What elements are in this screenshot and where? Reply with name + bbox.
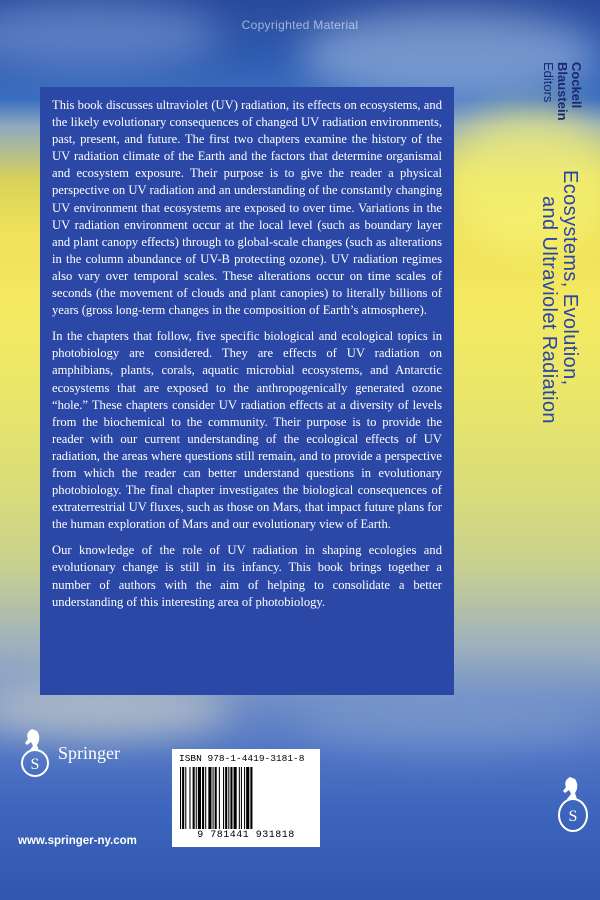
barcode-bar — [196, 767, 197, 829]
book-title-line: Ecosystems, Evolution, — [559, 170, 581, 386]
springer-knight-icon — [556, 775, 590, 835]
barcode-bar — [244, 767, 245, 829]
barcode-bar — [189, 767, 190, 829]
blurb-panel — [40, 87, 454, 695]
svg-text:S: S — [568, 808, 578, 825]
barcode-bar — [193, 767, 195, 829]
publisher-name: Springer — [58, 742, 120, 763]
barcode-bar — [208, 767, 211, 829]
book-title-line: and Ultraviolet Radiation — [538, 196, 560, 424]
barcode-bars — [177, 767, 315, 829]
publisher-url[interactable]: www.springer-ny.com — [18, 835, 137, 847]
editors-role: Editors — [541, 62, 556, 103]
isbn-label: ISBN 978-1-4419-3181-8 — [179, 753, 305, 764]
barcode-bar — [250, 767, 252, 829]
barcode-bar — [234, 767, 237, 829]
barcode-bar — [223, 767, 224, 829]
barcode-bar — [205, 767, 206, 829]
barcode-bar — [213, 767, 214, 829]
barcode-bar — [215, 767, 217, 829]
barcode-bar — [198, 767, 201, 829]
barcode-bar — [180, 767, 181, 829]
barcode-bar — [225, 767, 227, 829]
background-cloud — [0, 0, 220, 70]
editor-name: Blaustein — [555, 62, 570, 121]
blurb-paragraph: Our knowledge of the role of UV radiation in shaping ecologies and evolutionary change is still in its infancy. This book brings together a number of authors with the aim of helping to consolidate a better understanding of this interesting area of photobiology. — [52, 543, 442, 609]
barcode-digits: 9 781441 931818 — [197, 830, 295, 841]
barcode-bar — [241, 767, 242, 829]
barcode-bar — [182, 767, 184, 829]
background-cloud — [300, 690, 600, 750]
blurb-paragraph: This book discusses ultraviolet (UV) radiation, its effects on ecosystems, and the likely evolutionary consequences of changed UV radiation environments, past, present, and future. The first two chapters examine the history of the UV radiation climate of the Earth and the factors that determine organismal and ecosystem exposure. Their purpose is to give the reader a physical perspective on UV radiation and an understanding of the constantly changing UV environment that ecosystems are exposed to over time. Variations in the UV radiation environment occur at the local level (such as boundary layer and plant canopy effects) through to global-scale changes (such as alterations in the column abundance of UV-B protecting ozone). UV radiation regimes also vary over temporal scales. These alterations occur on time scales of seconds (the movement of clouds and plant canopies) to literally billions of years (gross long-term changes in the composition of Earth’s atmosphere). — [52, 98, 442, 318]
springer-knight-icon — [18, 727, 52, 779]
svg-text:S: S — [30, 756, 40, 773]
blurb-paragraph: In the chapters that follow, five specific biological and ecological topics in photobiology are considered. They are effects of UV radiation on amphibians, plants, corals, aquatic microbial ecosystems, and Antarctic ecosystems that are exposed to the anthropogenically generated ozone “hole.” These chapters consider UV radiation effects at a diversity of levels from the biochemical to the community. Their purpose is to provide the reader with our current understanding of the ecological effects of UV radiation, the areas where questions still remain, and to provide a perspective from which the reader can better understand questions in evolutionary photobiology. The final chapter investigates the biological consequences of extraterrestrial UV fluxes, such as those on Mars, that impact future plans for the human exploration of Mars and our evolutionary view of Earth. — [52, 329, 442, 532]
barcode-bar — [228, 767, 229, 829]
editor-name: Cockell — [569, 62, 584, 109]
editors-block — [541, 62, 583, 121]
barcode-bar — [219, 767, 220, 829]
isbn-barcode — [172, 749, 320, 847]
barcode-bar — [239, 767, 240, 829]
barcode-bar — [202, 767, 204, 829]
book-title — [538, 170, 580, 424]
barcode-bar — [230, 767, 232, 829]
springer-logo — [18, 727, 120, 779]
barcode-bar — [185, 767, 186, 829]
copyright-watermark: Copyrighted Material — [241, 18, 359, 32]
barcode-bar — [246, 767, 249, 829]
